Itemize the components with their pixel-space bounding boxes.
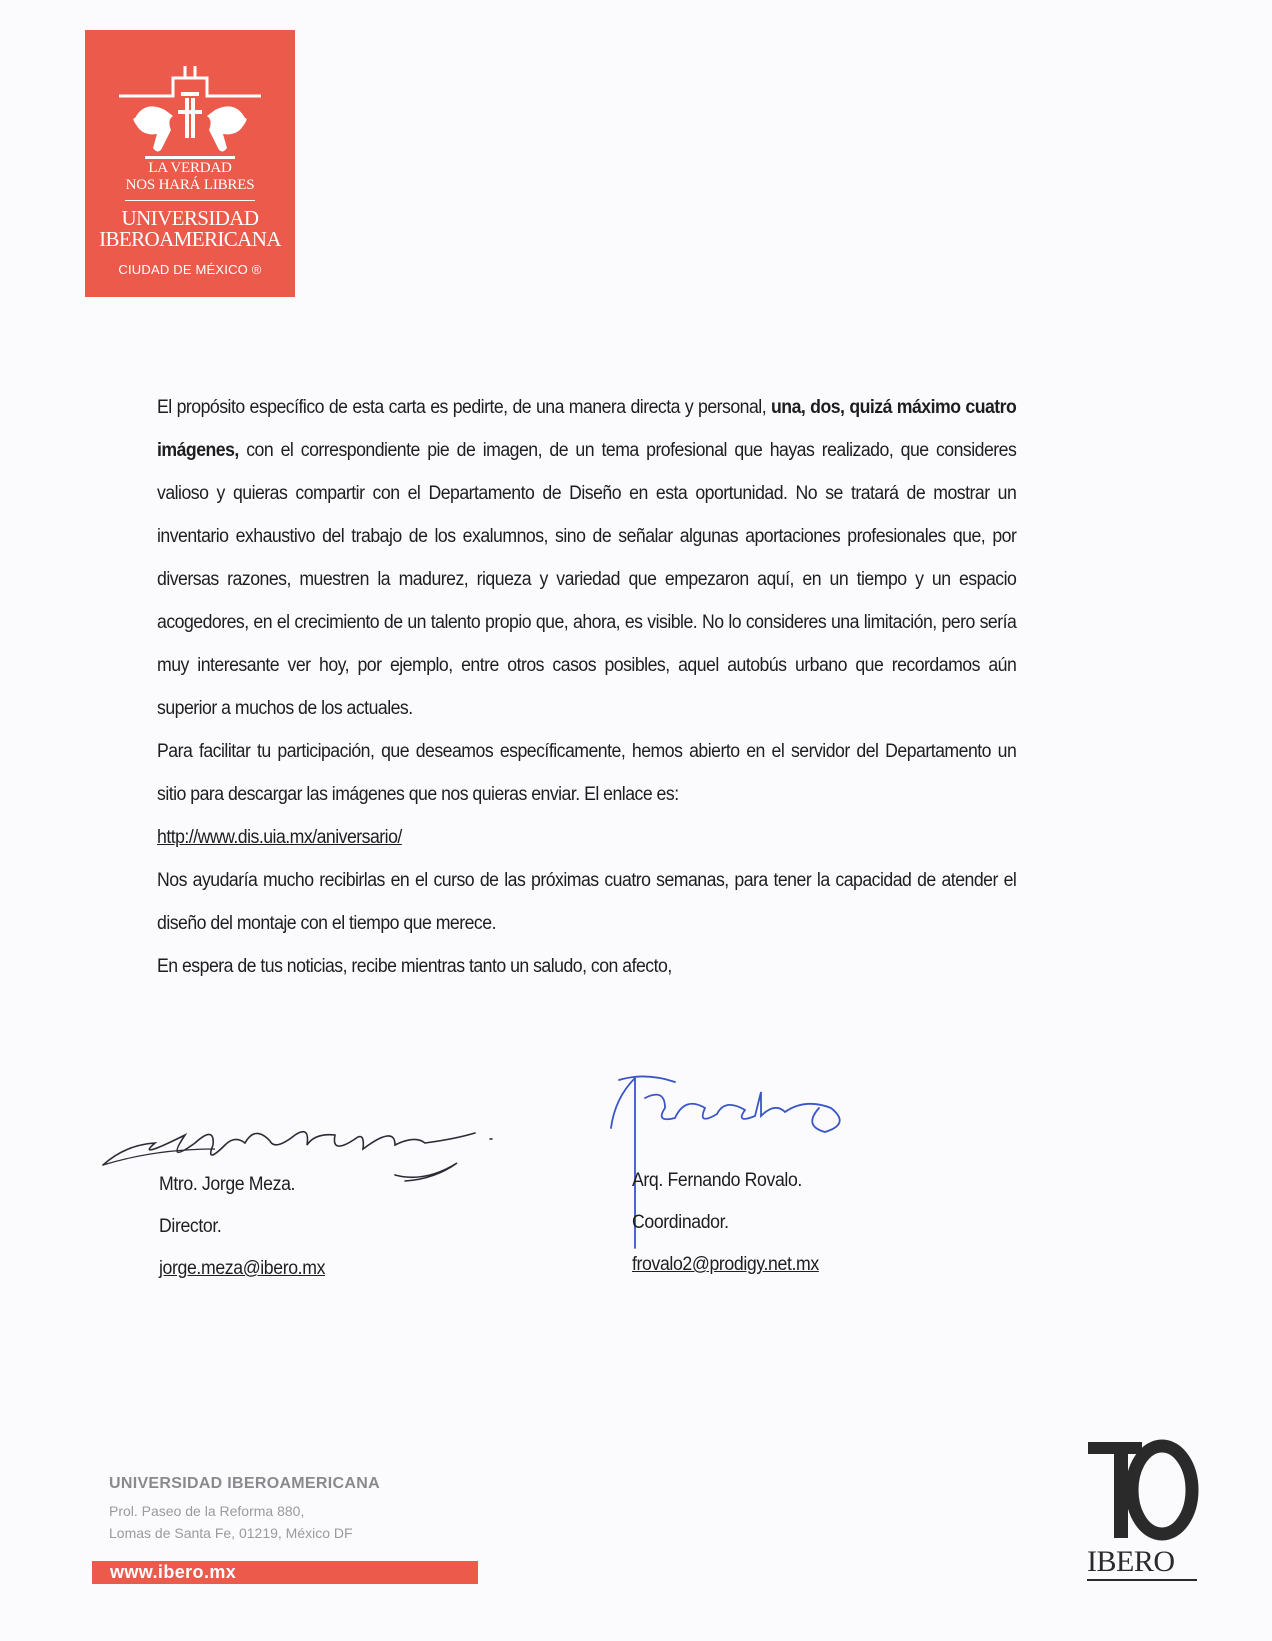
- signatory-meza: [159, 1164, 325, 1290]
- motto-line-2: NOS HARÁ LIBRES: [125, 177, 255, 193]
- paragraph-2: Para facilitar tu participación, que deseamos específicamente, hemos abierto en el servidor del Departamento un sitio para descargar las imágenes que nos quieras enviar. El enlace es:: [157, 741, 1017, 805]
- paragraph-1: [157, 386, 1016, 730]
- footer-address: [109, 1500, 353, 1544]
- logo-divider: [125, 200, 255, 201]
- address-line-1: Prol. Paseo de la Reforma 880,: [109, 1503, 305, 1519]
- footer-url-bar: [92, 1561, 478, 1584]
- logo-university-name: [85, 208, 295, 250]
- footer-university-name: UNIVERSIDAD IBEROAMERICANA: [109, 1475, 380, 1492]
- paragraph-link: [157, 816, 1016, 859]
- logo-city: CIUDAD DE MÉXICO ®: [118, 262, 262, 277]
- signatory-rovalo: [632, 1160, 819, 1286]
- paragraph-3: Nos ayudaría mucho recibirlas en el curso de las próximas cuatro semanas, para tener la capacidad de atender el diseño del montaje con el tiempo que merece.: [157, 870, 1017, 934]
- signatory-role: Coordinador.: [632, 1212, 729, 1233]
- signatory-email-link[interactable]: frovalo2@prodigy.net.mx: [632, 1254, 819, 1275]
- crest-emblem-icon: [115, 48, 265, 178]
- anniversary-70-logo-icon: [1082, 1434, 1202, 1544]
- logo-name-line-2: IBEROAMERICANA: [99, 227, 281, 251]
- ibero-underline: [1087, 1579, 1197, 1581]
- logo-motto: [85, 160, 295, 194]
- signatory-email-link[interactable]: jorge.meza@ibero.mx: [159, 1258, 326, 1279]
- ibero-wordmark: IBERO: [1087, 1545, 1175, 1578]
- signatory-name: Arq. Fernando Rovalo.: [632, 1170, 802, 1191]
- university-logo: [85, 30, 295, 297]
- signatory-role: Director.: [159, 1216, 222, 1237]
- paragraph-1-emphasis: una, dos, quizá máximo cuatro imágenes,: [157, 397, 1017, 461]
- signatory-name: Mtro. Jorge Meza.: [159, 1174, 296, 1195]
- letter-body: [157, 386, 1016, 988]
- paragraph-1-rest: con el correspondiente pie de imagen, de un tema profesional que hayas realizado, que consideres valioso y quieras compartir con el Departamento de Diseño en esta oportunidad. No se tratará de mostrar un inventario exhaustivo del trabajo de los exalumnos, sino de señalar algunas aportaciones profesionales que, por diversas razones, muestren la madurez, riqueza y variedad que empezaron aquí, en un tiempo y un espacio acogedores, en el crecimiento de un talento propio que, ahora, es visible. No lo consideres una limitación, pero sería muy interesante ver hoy, por ejemplo, entre otros casos posibles, aquel autobús urbano que recordamos aún superior a muchos de los actuales.: [157, 440, 1017, 719]
- motto-line-1: LA VERDAD: [148, 160, 232, 176]
- address-line-2: Lomas de Santa Fe, 01219, México DF: [109, 1525, 353, 1541]
- paragraph-4: En espera de tus noticias, recibe mientras tanto un saludo, con afecto,: [157, 956, 672, 977]
- paragraph-1-intro: El propósito específico de esta carta es pedirte, de una manera directa y personal,: [157, 397, 772, 418]
- upload-link[interactable]: http://www.dis.uia.mx/aniversario/: [157, 827, 402, 848]
- footer-website-link[interactable]: www.ibero.mx: [110, 1562, 237, 1582]
- logo-name-line-1: UNIVERSIDAD: [121, 206, 259, 230]
